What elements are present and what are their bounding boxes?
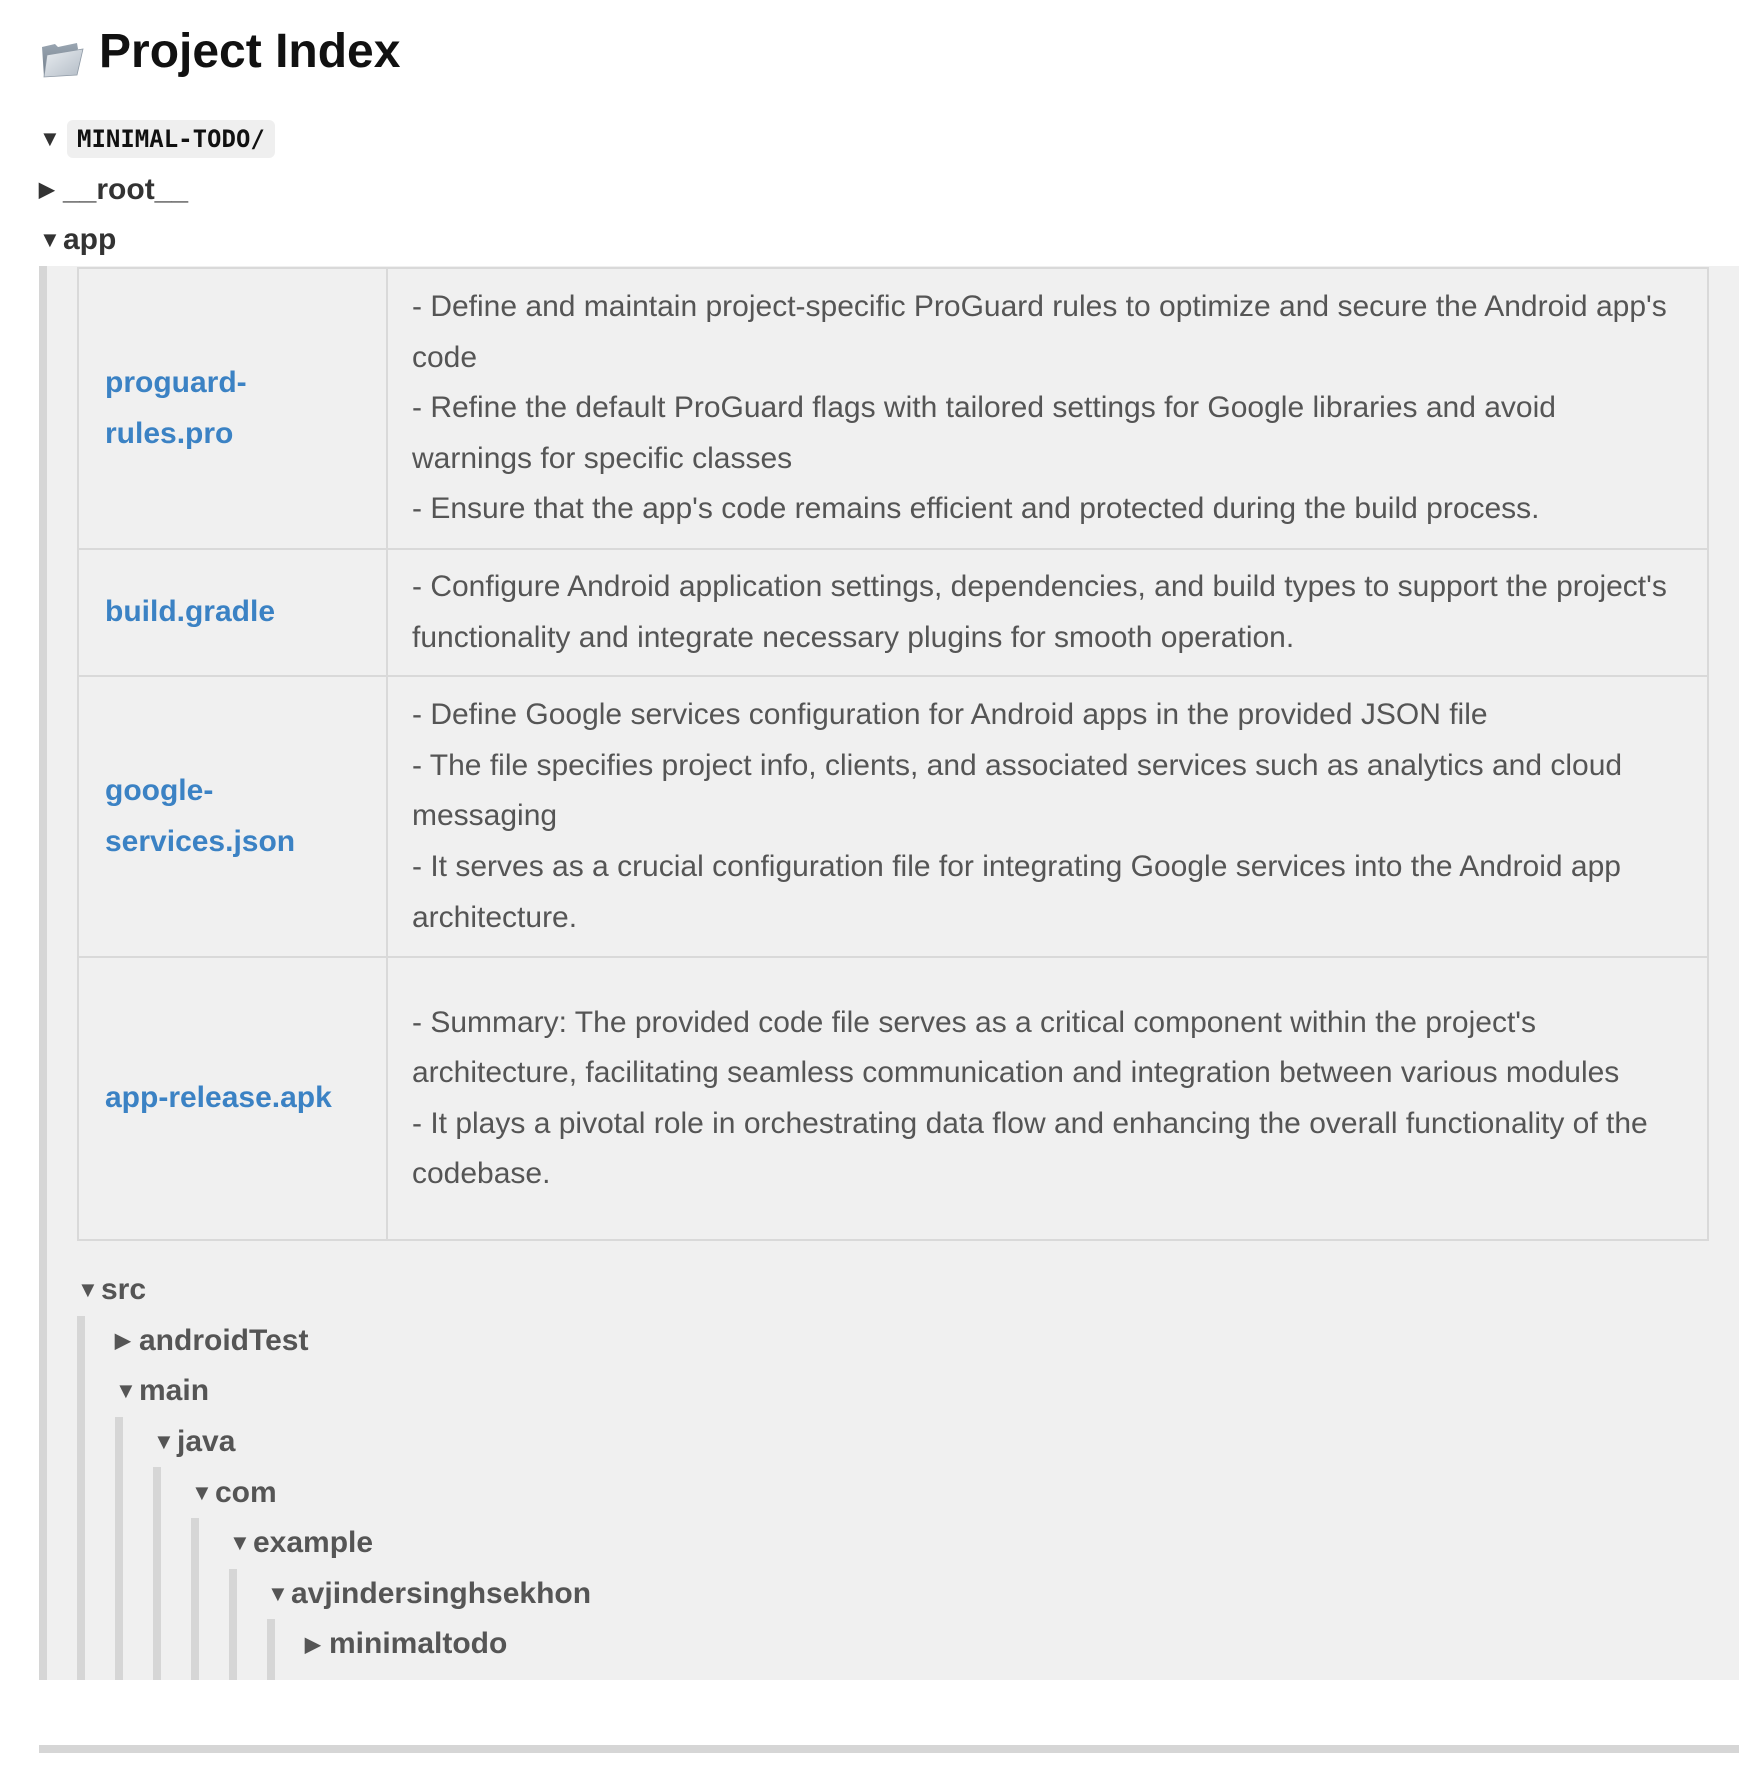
tree-node-label: androidTest xyxy=(139,1323,309,1357)
expanded-triangle-icon[interactable]: ▼ xyxy=(153,1429,175,1455)
tree-node-root[interactable] xyxy=(39,165,1739,216)
file-description-cell xyxy=(387,268,1708,549)
description-line: - Define Google services configuration for Android apps in the provided JSON file xyxy=(412,698,1488,732)
tree-node-avjindersinghsekhon[interactable] xyxy=(267,1569,1677,1620)
description-line: - Refine the default ProGuard flags with tailored settings for Google libraries and avoid warnings for specific classes xyxy=(412,391,1556,475)
src-children xyxy=(77,1316,1677,1680)
collapsed-triangle-icon[interactable]: ▶ xyxy=(305,1633,321,1656)
file-description-cell xyxy=(387,549,1708,676)
project-tree xyxy=(39,114,1739,266)
src-subtree xyxy=(77,1265,1677,1680)
java-children xyxy=(153,1467,1677,1680)
file-name-cell xyxy=(78,957,387,1240)
tree-node-label: com xyxy=(215,1475,277,1509)
tree-node-label: example xyxy=(253,1526,374,1560)
file-link[interactable]: app-release.apk xyxy=(105,1081,332,1115)
tree-node-label: __root__ xyxy=(63,172,189,206)
table-row xyxy=(78,268,1708,549)
table-row xyxy=(78,549,1708,676)
expanded-triangle-icon[interactable]: ▼ xyxy=(115,1378,137,1404)
page-title-text: Project Index xyxy=(99,25,401,78)
expanded-triangle-icon[interactable]: ▼ xyxy=(267,1580,289,1606)
root-folder-label: MINIMAL-TODO/ xyxy=(67,120,275,158)
main-children xyxy=(115,1417,1677,1680)
tree-node-example[interactable] xyxy=(229,1518,1677,1569)
file-name-cell xyxy=(78,268,387,549)
app-files-table xyxy=(77,267,1709,1241)
file-link[interactable]: google-services.json xyxy=(105,774,296,858)
expanded-triangle-icon[interactable]: ▼ xyxy=(77,1277,99,1303)
expanded-triangle-icon[interactable]: ▼ xyxy=(39,227,61,253)
description-line: - The file specifies project info, clients, and associated services such as analytics and cloud messaging xyxy=(412,748,1623,833)
table-row xyxy=(78,676,1708,957)
file-name-cell xyxy=(78,676,387,957)
tree-node-main[interactable] xyxy=(115,1366,1677,1417)
tree-node-label: minimaltodo xyxy=(329,1627,508,1661)
page-title xyxy=(39,22,400,82)
com-children xyxy=(191,1518,1677,1680)
description-line: - It serves as a crucial configuration file for integrating Google services into the Android app architecture. xyxy=(412,849,1621,934)
tree-node-com[interactable] xyxy=(191,1467,1677,1518)
tree-node-label: src xyxy=(101,1273,147,1307)
tree-node-minimaltodo[interactable] xyxy=(305,1619,1677,1670)
horizontal-divider xyxy=(39,1745,1739,1753)
description-line: - Configure Android application settings, dependencies, and build types to support the project's functionality and integrate necessary plugins for smooth operation. xyxy=(412,570,1667,654)
collapsed-triangle-icon[interactable]: ▶ xyxy=(115,1330,131,1353)
expanded-triangle-icon[interactable]: ▼ xyxy=(39,126,61,152)
tree-node-java[interactable] xyxy=(153,1417,1677,1468)
tree-node-androidtest[interactable] xyxy=(115,1316,1677,1367)
tree-node-app[interactable] xyxy=(39,215,1739,266)
file-description-cell xyxy=(387,957,1708,1240)
example-children xyxy=(229,1569,1677,1680)
description-line: - Summary: The provided code file serves as a critical component within the project's architecture, facilitating seamless communication and integration between various modules xyxy=(412,1005,1620,1090)
tree-node-label: app xyxy=(63,223,117,257)
expanded-triangle-icon[interactable]: ▼ xyxy=(229,1530,251,1556)
file-name-cell xyxy=(78,549,387,676)
description-line: - It plays a pivotal role in orchestrating data flow and enhancing the overall functionality of the codebase. xyxy=(412,1106,1648,1191)
table-row xyxy=(78,957,1708,1240)
file-link[interactable]: build.gradle xyxy=(105,595,276,629)
description-line: - Ensure that the app's code remains efficient and protected during the build process. xyxy=(412,492,1540,526)
tree-node-minimal-todo[interactable] xyxy=(39,114,1739,165)
description-line: - Define and maintain project-specific ProGuard rules to optimize and secure the Android app's code xyxy=(412,290,1667,374)
avjindersinghsekhon-children xyxy=(267,1619,1677,1680)
tree-node-src[interactable] xyxy=(77,1265,1677,1316)
tree-node-label: main xyxy=(139,1374,210,1408)
tree-node-label: java xyxy=(177,1425,236,1459)
open-folder-icon xyxy=(39,34,85,74)
expanded-triangle-icon[interactable]: ▼ xyxy=(191,1479,213,1505)
tree-node-label: avjindersinghsekhon xyxy=(291,1576,592,1610)
file-link[interactable]: proguard-rules.pro xyxy=(105,365,247,450)
file-description-cell xyxy=(387,676,1708,957)
app-folder-panel xyxy=(39,266,1739,1680)
collapsed-triangle-icon[interactable]: ▶ xyxy=(39,179,55,202)
